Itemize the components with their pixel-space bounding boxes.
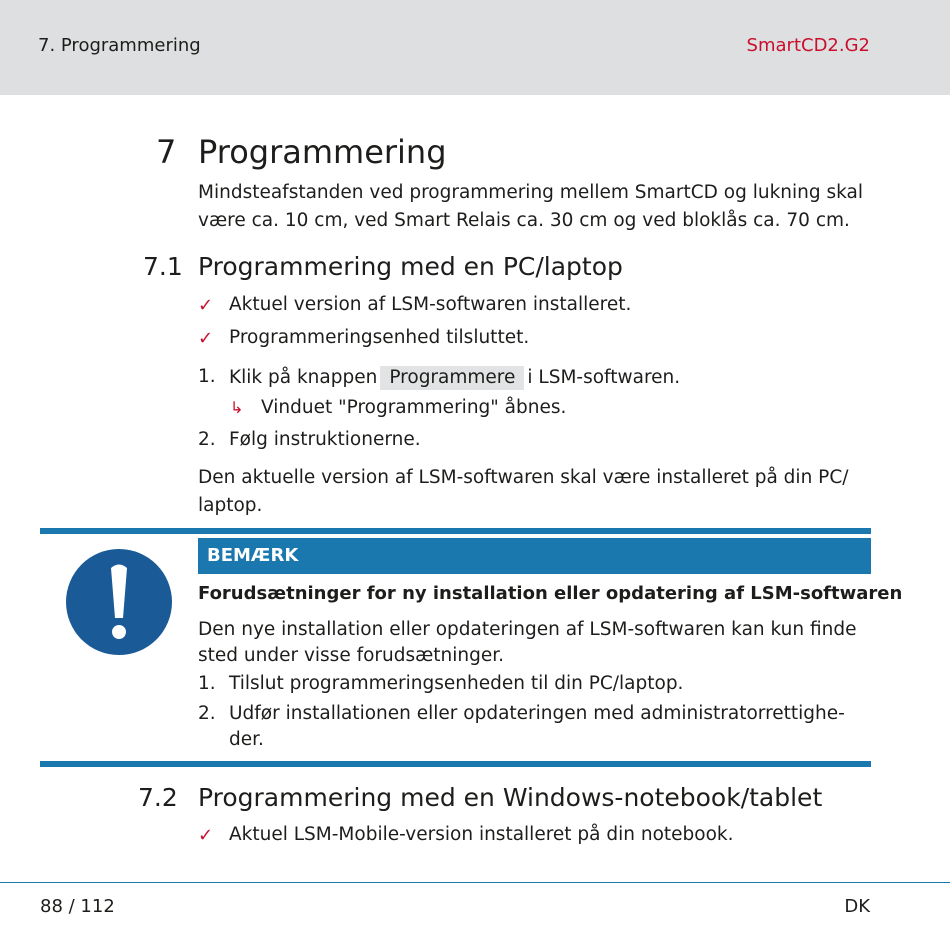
step-1-text-after: i LSM-softwaren.: [527, 367, 681, 388]
step-2-number: 2.: [198, 429, 216, 450]
notice-item-2-line1: Udfør installationen eller opdateringen med administratorrettighe-: [229, 703, 845, 724]
section-7-intro-line1: Mindsteafstanden ved programmering mellem SmartCD og lukning skal: [198, 182, 864, 203]
section-7-intro-line2: være ca. 10 cm, ved Smart Relais ca. 30 cm og ved bloklås ca. 70 cm.: [198, 210, 850, 231]
step-1-number: 1.: [198, 366, 216, 387]
step-1: [229, 366, 680, 390]
section-71-note-line1: Den aktuelle version af LSM-softwaren skal være installeret på din PC/: [198, 467, 849, 488]
check-icon: ✓: [198, 328, 214, 349]
notice-label: BEMÆRK: [198, 538, 871, 574]
notice-top-bar: [40, 528, 871, 534]
step-1-text-before: Klik på knappen: [229, 367, 378, 388]
check-icon: ✓: [198, 825, 214, 846]
section-71-title: Programmering med en PC/laptop: [198, 252, 623, 281]
notice-text-line2: sted under visse forudsætninger.: [198, 645, 505, 666]
step-2: Følg instruktionerne.: [229, 429, 421, 450]
section-71-note-line2: laptop.: [198, 495, 263, 516]
footer-divider: [0, 882, 950, 883]
notice-text-line1: Den nye installation eller opdateringen af LSM-softwaren kan kun finde: [198, 619, 857, 640]
notice-item-2-number: 2.: [198, 703, 216, 724]
header-chapter: 7. Programmering: [38, 35, 201, 56]
section-7-title: Programmering: [198, 133, 447, 171]
notice-subtitle: Forudsætninger for ny installation eller opdatering af LSM-softwaren: [198, 583, 903, 604]
page-number: 88 / 112: [40, 896, 115, 917]
programmere-button[interactable]: Programmere: [380, 366, 524, 390]
section-7-number: 7: [156, 133, 177, 171]
section-72-number: 7.2: [138, 783, 178, 812]
check-icon: ✓: [198, 295, 214, 316]
step-1-result: Vinduet "Programmering" åbnes.: [261, 397, 567, 418]
section-72-title: Programmering med en Windows-notebook/tablet: [198, 783, 823, 812]
prereq-item: Programmeringsenhed tilsluttet.: [229, 327, 530, 348]
header-product: SmartCD2.G2: [746, 35, 870, 56]
notice-item-2-line2: der.: [229, 729, 264, 750]
prereq-item: Aktuel LSM-Mobile-version installeret på din notebook.: [229, 824, 734, 845]
section-71-number: 7.1: [143, 252, 183, 281]
result-arrow-icon: ↳: [230, 398, 244, 417]
prereq-item: Aktuel version af LSM-softwaren installeret.: [229, 294, 632, 315]
language-code: DK: [844, 896, 870, 917]
exclamation-icon: [63, 546, 175, 658]
notice-item-1: Tilslut programmeringsenheden til din PC/laptop.: [229, 673, 684, 694]
notice-bottom-bar: [40, 761, 871, 767]
page-header: [0, 0, 950, 95]
notice-item-1-number: 1.: [198, 673, 216, 694]
